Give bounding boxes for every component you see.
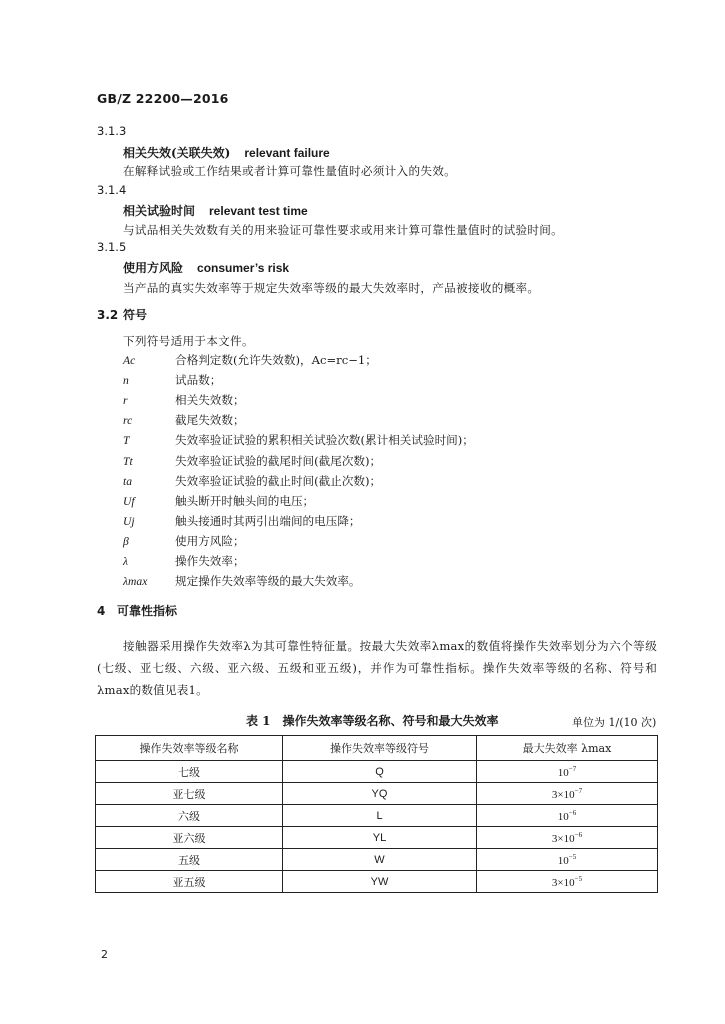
rate-exponent: −7 <box>568 764 577 773</box>
level-name-cell: 亚六级 <box>96 827 283 849</box>
symbol: ta <box>123 474 133 488</box>
symbol-description: 触头断开时触头间的电压； <box>175 493 315 508</box>
symbol-row <box>123 553 245 569</box>
symbol: λ <box>123 555 129 568</box>
term-en: relevant failure <box>244 146 330 160</box>
rate-exponent: −6 <box>568 808 577 817</box>
table-row <box>96 871 658 893</box>
symbol: Uj <box>123 514 135 528</box>
table-row <box>96 783 658 805</box>
symbol: β <box>123 534 129 548</box>
max-failure-rate-cell <box>477 761 658 783</box>
level-name-cell: 七级 <box>96 761 283 783</box>
symbol-description: 失效率验证试验的截尾时间(截尾次数)； <box>175 453 382 468</box>
section-heading <box>97 306 147 323</box>
symbol-row <box>123 573 361 589</box>
term-definition: 当产品的真实失效率等于规定失效率等级的最大失效率时，产品被接收的概率。 <box>123 281 540 295</box>
term-number: 3.1.5 <box>97 240 127 254</box>
section-paragraph: 接触器采用操作失效率λ为其可靠性特征量。按最大失效率λmax的数值将操作失效率划分为六个等级(七级、亚七级、六级、亚六级、五级和亚五级)，并作为可靠性指标。操作失效率等级的名称、符号和λmax的数值见表1。 <box>97 639 657 697</box>
rate-base: 3×10 <box>551 832 575 845</box>
rate-base: 3×10 <box>551 876 575 889</box>
symbol-description: 使用方风险； <box>175 533 245 548</box>
section-number: 3.2 <box>97 308 119 322</box>
level-code-cell: YW <box>283 871 477 893</box>
symbol: Uf <box>123 494 135 508</box>
term-cn: 使用方风险 <box>123 261 184 275</box>
symbol-row <box>123 493 314 509</box>
table-row <box>96 805 658 827</box>
term-en: relevant test time <box>209 204 308 218</box>
level-code-cell: YL <box>283 827 477 849</box>
symbol-row <box>123 453 381 469</box>
rate-base: 3×10 <box>551 788 575 801</box>
symbol: T <box>123 434 130 448</box>
symbol-description: 截尾失效数； <box>175 413 245 428</box>
level-name-cell: 六级 <box>96 805 283 827</box>
term-cn: 相关失效(关联失效) <box>123 146 231 160</box>
level-code-cell: YQ <box>283 783 477 805</box>
symbol-row <box>123 392 245 408</box>
rate-exponent: −5 <box>574 874 583 883</box>
symbol-row <box>123 372 221 388</box>
level-code-cell: Q <box>283 761 477 783</box>
symbol: λmax <box>123 575 148 589</box>
symbol: Ac <box>123 354 136 367</box>
page-number: 2 <box>101 948 108 961</box>
table-caption: 表 1 操作失效率等级名称、符号和最大失效率 <box>246 714 499 728</box>
symbol-row <box>123 513 361 529</box>
section-intro: 下列符号适用于本文件。 <box>123 334 254 348</box>
symbol-row <box>123 352 377 368</box>
max-failure-rate-cell <box>477 827 658 849</box>
section-title: 符号 <box>123 308 148 322</box>
term-definition: 与试品相关失效数有关的用来验证可靠性要求或用来计算可靠性量值时的试验时间。 <box>123 223 564 237</box>
rate-exponent: −6 <box>574 830 583 839</box>
symbol-row <box>123 473 381 489</box>
table-row <box>96 827 658 849</box>
table-row <box>96 849 658 871</box>
rate-base: 10 <box>557 854 569 867</box>
term-number: 3.1.4 <box>97 183 127 197</box>
level-code-cell: L <box>283 805 477 827</box>
symbol-description: 触头接通时其两引出端间的电压降； <box>175 513 361 528</box>
symbol: Tt <box>123 454 133 468</box>
rate-base: 10 <box>557 810 569 823</box>
symbol: r <box>123 394 128 408</box>
symbol-row <box>123 432 474 448</box>
rate-exponent: −7 <box>574 786 583 795</box>
level-code-cell: W <box>283 849 477 871</box>
failure-rate-table <box>95 735 658 893</box>
term-definition: 在解释试验或工作结果或者计算可靠性量值时必须计入的失效。 <box>123 164 457 178</box>
symbol: rc <box>123 414 133 428</box>
rate-base: 10 <box>557 766 569 779</box>
symbol-description: 失效率验证试验的累积相关试验次数(累计相关试验时间)； <box>175 433 474 448</box>
level-name-cell: 亚五级 <box>96 871 283 893</box>
rate-exponent: −5 <box>568 852 577 861</box>
max-failure-rate-cell <box>477 849 658 871</box>
term-heading <box>123 144 330 161</box>
symbol-description: 失效率验证试验的截止时间(截止次数)； <box>175 473 382 488</box>
symbol-description: 试品数； <box>175 373 222 388</box>
section-number: 4 <box>97 604 106 618</box>
table-row <box>96 761 658 783</box>
section-heading <box>97 602 177 619</box>
symbol-description: 操作失效率； <box>175 554 245 568</box>
column-header: 最大失效率 λmax <box>477 736 658 761</box>
level-name-cell: 亚七级 <box>96 783 283 805</box>
term-heading <box>123 259 289 276</box>
symbol-row <box>123 412 245 428</box>
table-unit: 单位为 1/(10 次) <box>572 716 657 729</box>
symbol-description: 规定操作失效率等级的最大失效率。 <box>175 574 361 589</box>
term-en: consumer’s risk <box>197 261 290 275</box>
symbol: n <box>123 374 129 388</box>
column-header: 操作失效率等级名称 <box>96 736 283 761</box>
max-failure-rate-cell <box>477 805 658 827</box>
term-heading <box>123 202 308 219</box>
symbol-description: 合格判定数(允许失效数)，Ac=rc−1； <box>175 353 377 367</box>
term-cn: 相关试验时间 <box>123 204 196 218</box>
section-title: 可靠性指标 <box>117 604 178 618</box>
symbol-row <box>123 533 245 549</box>
max-failure-rate-cell <box>477 871 658 893</box>
symbol-description: 相关失效数； <box>175 393 245 408</box>
standard-number: GB/Z 22200—2016 <box>97 91 229 106</box>
term-number: 3.1.3 <box>97 124 127 138</box>
level-name-cell: 五级 <box>96 849 283 871</box>
column-header: 操作失效率等级符号 <box>283 736 477 761</box>
max-failure-rate-cell <box>477 783 658 805</box>
